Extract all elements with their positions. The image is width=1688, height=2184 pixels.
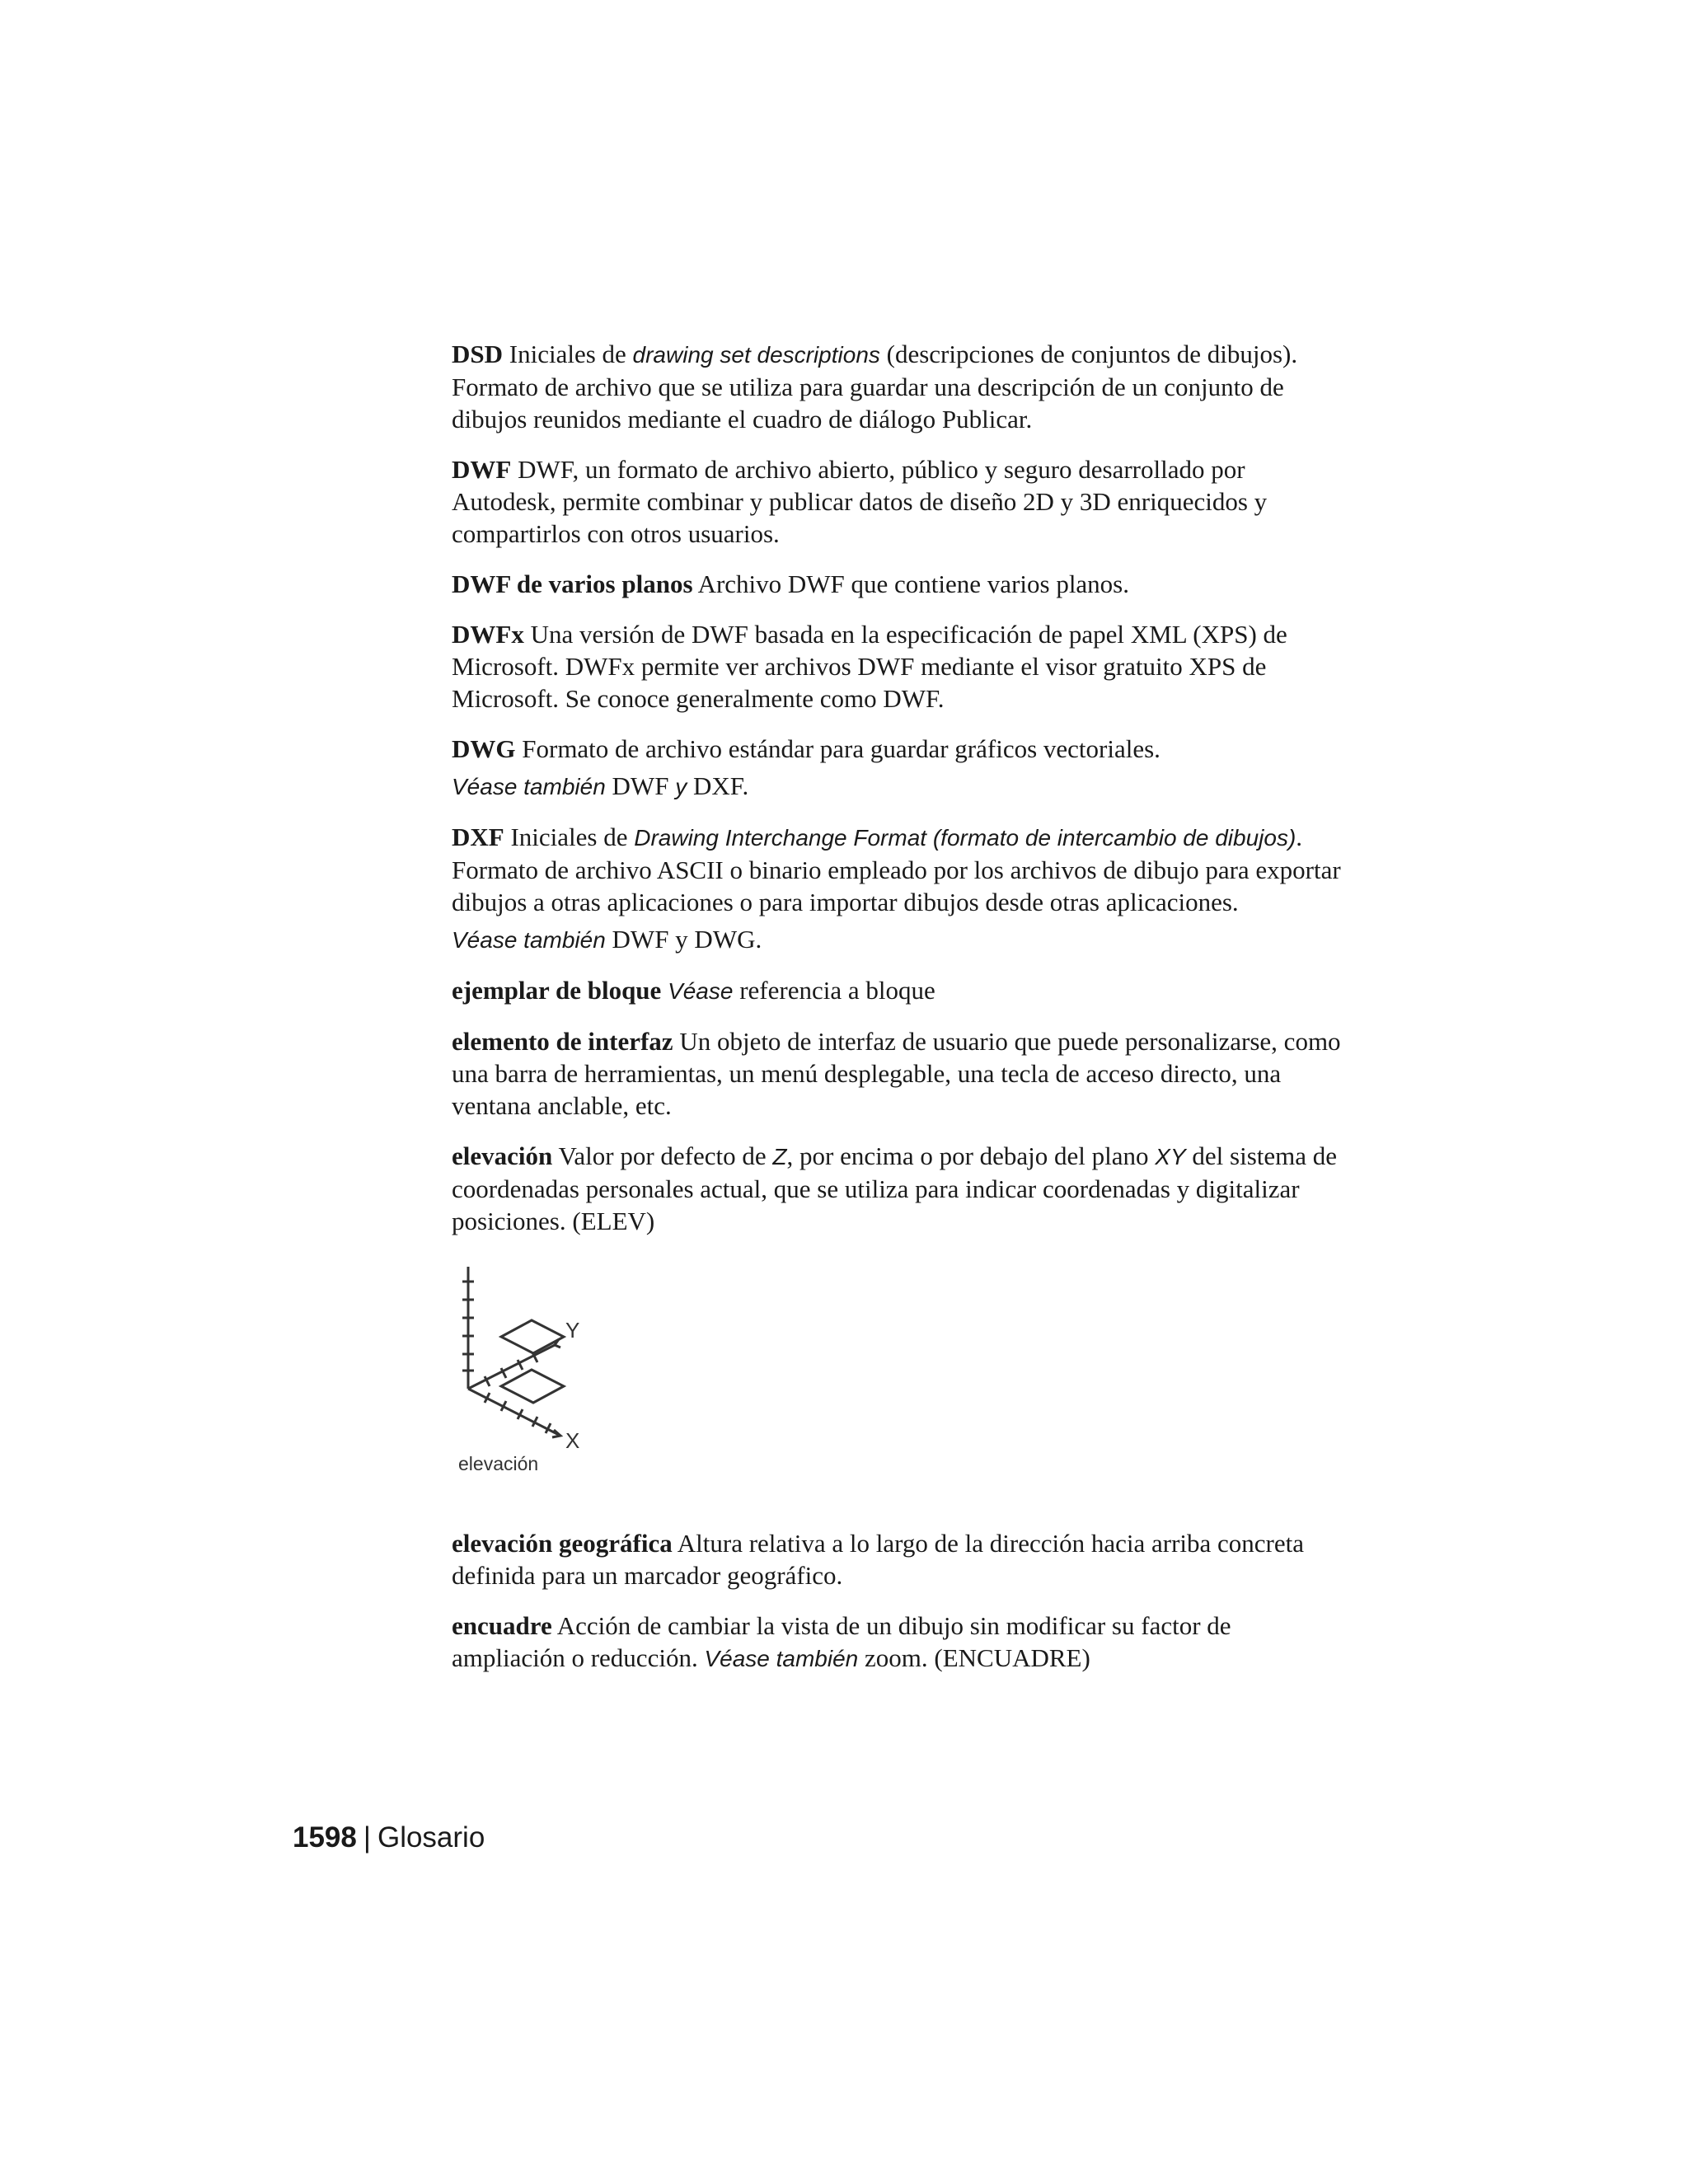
definition-italic: Z	[772, 1144, 787, 1169]
upper-plane	[501, 1320, 564, 1353]
definition-italic: XY	[1155, 1144, 1186, 1169]
term: DWF de varios planos	[452, 569, 693, 598]
entry-elevacion-geografica	[452, 1527, 1342, 1591]
definition-italic: Véase también	[704, 1646, 859, 1671]
definition-text: zoom. (ENCUADRE)	[858, 1643, 1090, 1672]
see-also-text: DWF y DWG.	[605, 925, 762, 954]
see-also-label: Véase también	[452, 774, 606, 799]
page-number: 1598	[293, 1821, 357, 1854]
term: DWG	[452, 734, 516, 763]
section-name: Glosario	[377, 1821, 485, 1854]
entry-ejemplar-de-bloque	[452, 974, 1342, 1007]
entry-dwf-varios-planos	[452, 568, 1342, 600]
glossary-content	[452, 338, 1342, 1693]
entry-dwf	[452, 453, 1342, 550]
definition-text: Una versión de DWF basada en la especificación de papel XML (XPS) de Microsoft. DWFx permite ver archivos DWF mediante el visor gratuito XPS de Microsoft. Se conoce generalmente como DWF.	[452, 620, 1287, 713]
term: elevación geográfica	[452, 1529, 673, 1558]
definition-text: Valor por defecto de	[552, 1141, 773, 1170]
definition-text: Iniciales de	[504, 823, 635, 851]
definition-italic: Véase	[668, 978, 734, 1004]
definition-text: DWF, un formato de archivo abierto, público y seguro desarrollado por Autodesk, permite combinar y publicar datos de diseño 2D y 3D enriquecidos y compartirlos con otros usuarios.	[452, 455, 1268, 548]
figure-caption: elevación	[458, 1453, 539, 1474]
entry-dxf	[452, 821, 1342, 918]
entry-elevacion	[452, 1140, 1342, 1237]
term: elemento de interfaz	[452, 1027, 673, 1056]
page-footer	[293, 1821, 485, 1854]
definition-text: Acción de cambiar la vista de un dibujo sin modificar su factor de ampliación o reducción.	[452, 1611, 1231, 1672]
see-also-conjunction: y	[675, 774, 687, 799]
definition-text: . Formato de archivo ASCII o binario empleado por los archivos de dibujo para exportar dibujos a otras aplicaciones o para importar dibujos desde otras aplicaciones.	[452, 823, 1341, 916]
see-also-dxf	[452, 923, 1342, 956]
definition-text: (descripciones de conjuntos de dibujos). Formato de archivo que se utiliza para guardar una descripción de un conjunto de dibujos reunidos mediante el cuadro de diálogo Publicar.	[452, 340, 1298, 434]
term: DSD	[452, 340, 504, 368]
y-axis-line	[468, 1345, 555, 1389]
entry-elemento-de-interfaz	[452, 1025, 1342, 1122]
definition-text: referencia a bloque	[733, 976, 935, 1005]
see-also-dwg	[452, 770, 1342, 803]
term: DXF	[452, 823, 504, 851]
term: elevación	[452, 1141, 553, 1170]
definition-text: , por encima o por debajo del plano	[786, 1141, 1156, 1170]
term: encuadre	[452, 1611, 552, 1640]
see-also-text: DXF.	[687, 771, 749, 800]
elevation-figure	[452, 1267, 617, 1489]
term: DWF	[452, 455, 512, 484]
definition-text: Un objeto de interfaz de usuario que puede personalizarse, como una barra de herramientas, un menú desplegable, una tecla de acceso directo, una ventana anclable, etc.	[452, 1027, 1341, 1120]
definition-text: Archivo DWF que contiene varios planos.	[692, 569, 1129, 598]
definition-italic: Drawing Interchange Format (formato de intercambio de dibujos)	[634, 825, 1296, 851]
entry-dsd	[452, 338, 1342, 435]
definition-italic: drawing set descriptions	[632, 342, 880, 368]
footer-separator: |	[363, 1821, 371, 1854]
entry-dwg	[452, 733, 1342, 765]
see-also-text: DWF	[605, 771, 676, 800]
term: DWFx	[452, 620, 524, 649]
definition-text: del sistema de coordenadas personales actual, que se utiliza para indicar coordenadas y digitalizar posiciones. (ELEV)	[452, 1141, 1338, 1235]
definition-text: Iniciales de	[503, 340, 633, 368]
entry-dwfx	[452, 618, 1342, 715]
definition-text: Altura relativa a lo largo de la dirección hacia arriba concreta definida para un marcador geográfico.	[452, 1529, 1304, 1590]
lower-plane	[501, 1370, 564, 1403]
see-also-label: Véase también	[452, 927, 606, 953]
term: ejemplar de bloque	[452, 976, 662, 1005]
elevation-diagram	[452, 1267, 617, 1489]
entry-encuadre	[452, 1610, 1342, 1675]
y-label: Y	[565, 1318, 580, 1343]
x-label: X	[565, 1428, 580, 1453]
definition-text: Formato de archivo estándar para guardar gráficos vectoriales.	[515, 734, 1160, 763]
